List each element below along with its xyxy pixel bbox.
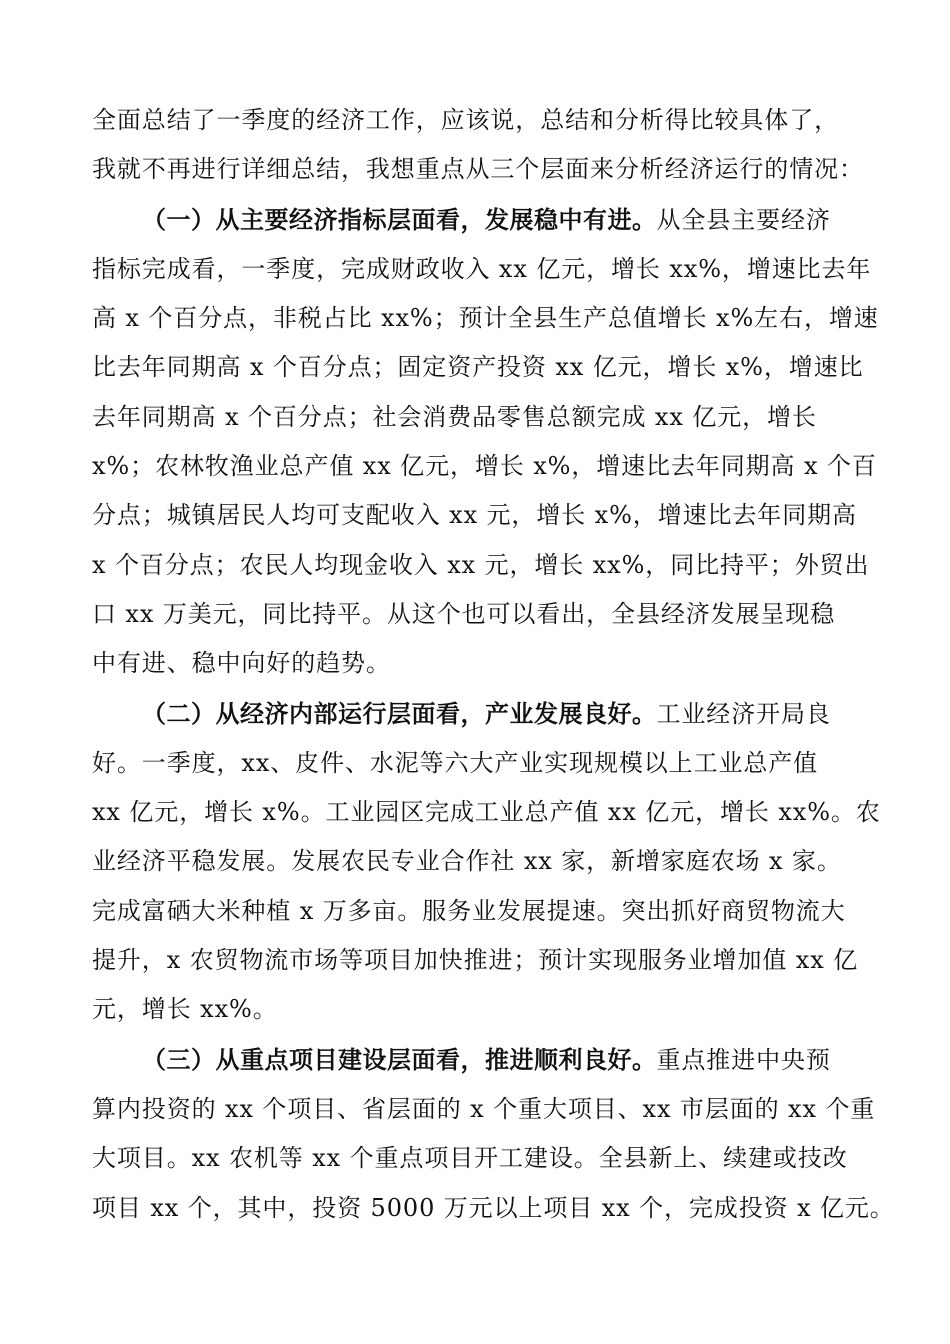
section-1-paragraph bbox=[92, 195, 879, 689]
text-line: 全面总结了一季度的经济工作，应该说，总结和分析得比较具体了， bbox=[92, 106, 839, 134]
section-2-first-line bbox=[92, 689, 860, 739]
text-line: 我就不再进行详细总结，我想重点从三个层面来分析经济运行的情况： bbox=[92, 155, 864, 184]
text-line: xx 亿元，增长 x%。工业园区完成工业总产值 xx 亿元，增长 xx%。农 bbox=[92, 798, 881, 827]
text-line: 项目 xx 个，其中，投资 5000 万元以上项目 xx 个，完成投资 x 亿元。 bbox=[92, 1193, 895, 1222]
text-span: 从全县主要经济 bbox=[656, 205, 831, 234]
text-line: 元，增长 xx%。 bbox=[92, 995, 278, 1024]
section-1-first-line bbox=[92, 195, 860, 245]
text-line: 分点；城镇居民人均可支配收入 xx 元，增长 x%，增速比去年同期高 bbox=[92, 501, 857, 530]
text-line: 业经济平稳发展。发展农民专业合作社 xx 家，新增家庭农场 x 家。 bbox=[92, 847, 842, 876]
section-1-heading: （一）从主要经济指标层面看，发展稳中有进。 bbox=[142, 204, 657, 234]
section-3-paragraph bbox=[92, 1035, 895, 1233]
section-3-heading: （三）从重点项目建设层面看，推进顺利良好。 bbox=[142, 1044, 657, 1074]
text-line: 口 xx 万美元，同比持平。从这个也可以看出，全县经济发展呈现稳 bbox=[92, 599, 836, 628]
section-3-first-line bbox=[92, 1035, 860, 1085]
text-line: 完成富硒大米种植 x 万多亩。服务业发展提速。突出抓好商贸物流大 bbox=[92, 896, 846, 925]
text-line: 提升，x 农贸物流市场等项目加快推进；预计实现服务业增加值 xx 亿 bbox=[92, 946, 859, 975]
text-line: 算内投资的 xx 个项目、省层面的 x 个重大项目、xx 市层面的 xx 个重 bbox=[92, 1094, 876, 1123]
text-span: 重点推进中央预 bbox=[656, 1045, 831, 1074]
text-line: 指标完成看，一季度，完成财政收入 xx 亿元，增长 xx%，增速比去年 bbox=[92, 254, 872, 283]
text-line: 中有进、稳中向好的趋势。 bbox=[92, 649, 391, 678]
intro-paragraph bbox=[92, 96, 864, 195]
text-span: 工业经济开局良 bbox=[656, 699, 831, 728]
section-2-paragraph bbox=[92, 689, 881, 1035]
text-line: 比去年同期高 x 个百分点；固定资产投资 xx 亿元，增长 x%，增速比 bbox=[92, 353, 864, 382]
text-line: 好。一季度，xx、皮件、水泥等六大产业实现规模以上工业总产值 bbox=[92, 748, 819, 777]
text-line: 大项目。xx 农机等 xx 个重点项目开工建设。全县新上、续建或技改 bbox=[92, 1144, 848, 1173]
section-2-heading: （二）从经济内部运行层面看，产业发展良好。 bbox=[142, 698, 657, 728]
text-line: x%；农林牧渔业总产值 xx 亿元，增长 x%，增速比去年同期高 x 个百 bbox=[92, 452, 877, 481]
text-line: 高 x 个百分点，非税占比 xx%；预计全县生产总值增长 x%左右，增速 bbox=[92, 304, 879, 333]
text-line: x 个百分点；农民人均现金收入 xx 元，增长 xx%，同比持平；外贸出 bbox=[92, 550, 870, 579]
document-page bbox=[92, 96, 895, 1233]
text-line: 去年同期高 x 个百分点；社会消费品零售总额完成 xx 亿元，增长 bbox=[92, 402, 817, 431]
